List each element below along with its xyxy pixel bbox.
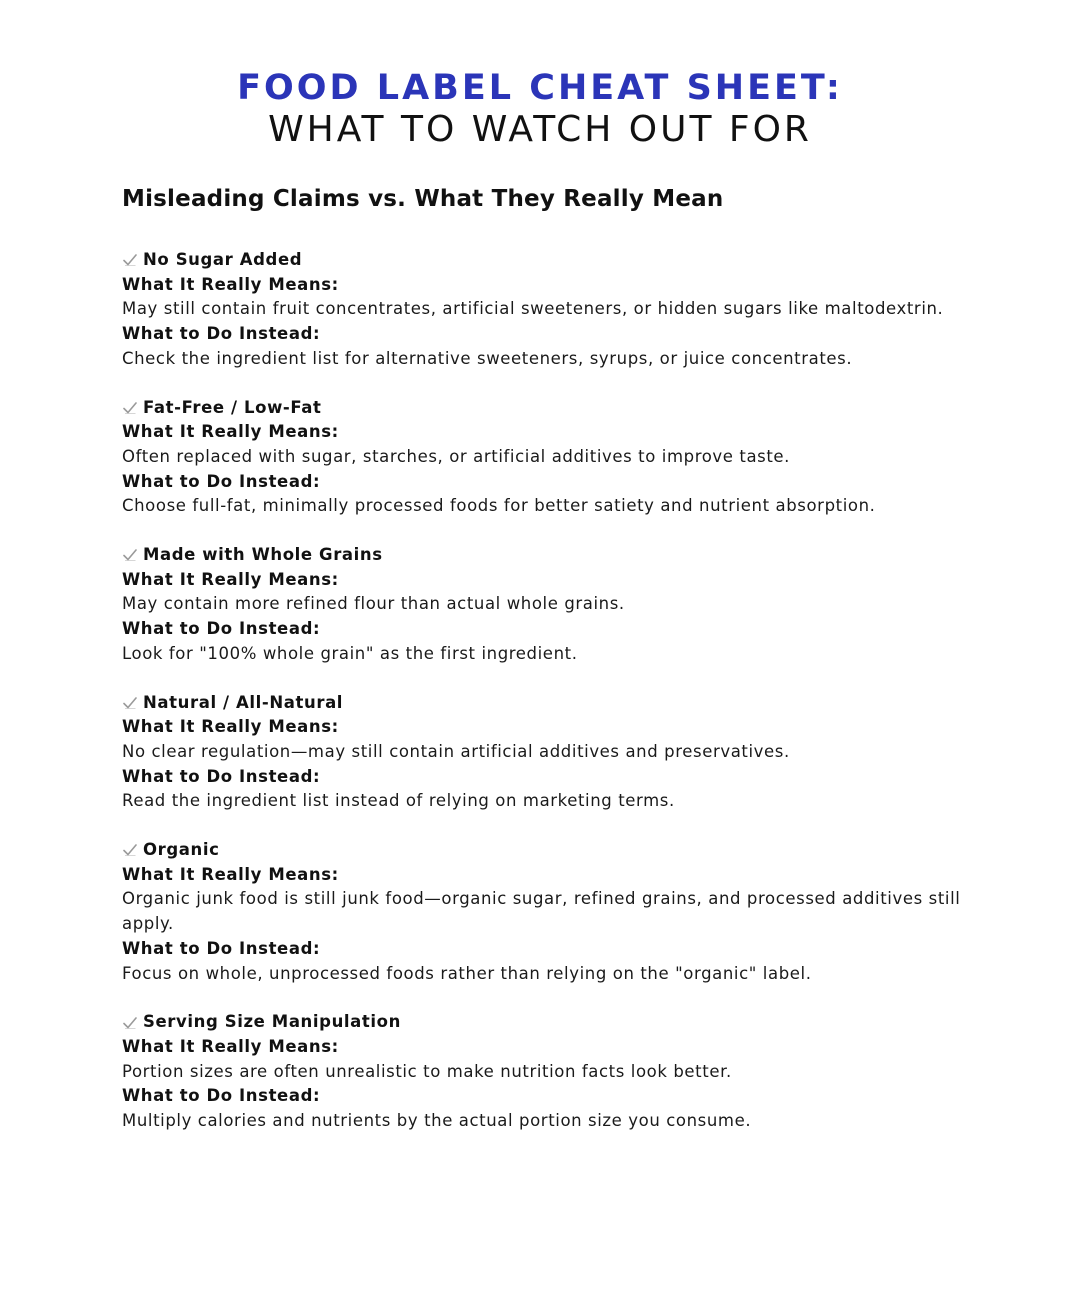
means-text: May contain more refined flour than actual whole grains.: [122, 594, 625, 614]
page-title: FOOD LABEL CHEAT SHEET:: [237, 68, 843, 108]
instead-label: What to Do Instead:: [122, 619, 321, 639]
claim-title: Organic: [143, 840, 220, 860]
instead-label: What to Do Instead:: [122, 766, 321, 786]
claim-item: [122, 248, 982, 372]
page-subtitle: WHAT TO WATCH OUT FOR: [268, 109, 812, 150]
means-label: What It Really Means:: [122, 274, 339, 294]
claim-item: [122, 691, 982, 815]
means-text: Often replaced with sugar, starches, or artificial additives to improve taste.: [122, 446, 791, 466]
instead-label: What to Do Instead:: [122, 1086, 321, 1106]
instead-text: Multiply calories and nutrients by the actual portion size you consume.: [122, 1111, 752, 1131]
claim-item: [122, 543, 982, 667]
instead-text: Choose full-fat, minimally processed foods for better satiety and nutrient absorption.: [122, 496, 876, 516]
instead-label: What to Do Instead:: [122, 324, 321, 344]
instead-text: Look for "100% whole grain" as the first ingredient.: [122, 643, 578, 663]
means-label: What It Really Means:: [122, 569, 339, 589]
claim-title: Serving Size Manipulation: [143, 1012, 401, 1032]
check-icon: [122, 695, 138, 711]
claim-title: Fat-Free / Low-Fat: [143, 397, 322, 417]
section-heading: Misleading Claims vs. What They Really Mean: [122, 186, 724, 212]
check-icon: [122, 400, 138, 416]
means-label: What It Really Means:: [122, 717, 339, 737]
check-icon: [122, 1015, 138, 1031]
claim-title: Natural / All-Natural: [143, 692, 344, 712]
check-icon: [122, 252, 138, 268]
means-label: What It Really Means:: [122, 864, 339, 884]
instead-text: Read the ingredient list instead of relying on marketing terms.: [122, 791, 675, 811]
instead-text: Check the ingredient list for alternative sweeteners, syrups, or juice concentrates.: [122, 348, 853, 368]
means-text: May still contain fruit concentrates, artificial sweeteners, or hidden sugars like maltodextrin.: [122, 299, 944, 319]
claim-item: [122, 838, 982, 986]
instead-text: Focus on whole, unprocessed foods rather than relying on the "organic" label.: [122, 963, 812, 983]
means-text: Organic junk food is still junk food—organic sugar, refined grains, and processed additives still apply.: [122, 889, 961, 934]
claim-title: No Sugar Added: [143, 250, 303, 269]
means-label: What It Really Means:: [122, 422, 339, 442]
instead-label: What to Do Instead:: [122, 938, 321, 958]
check-icon: [122, 547, 138, 563]
means-label: What It Really Means:: [122, 1036, 339, 1056]
check-icon: [122, 842, 138, 858]
claim-title: Made with Whole Grains: [143, 545, 383, 565]
claim-item: [122, 396, 982, 520]
page-header: [0, 66, 1080, 150]
means-text: No clear regulation—may still contain artificial additives and preservatives.: [122, 741, 790, 761]
claim-item: [122, 1010, 982, 1134]
means-text: Portion sizes are often unrealistic to make nutrition facts look better.: [122, 1061, 732, 1081]
instead-label: What to Do Instead:: [122, 471, 321, 491]
content-area: [122, 182, 982, 1158]
